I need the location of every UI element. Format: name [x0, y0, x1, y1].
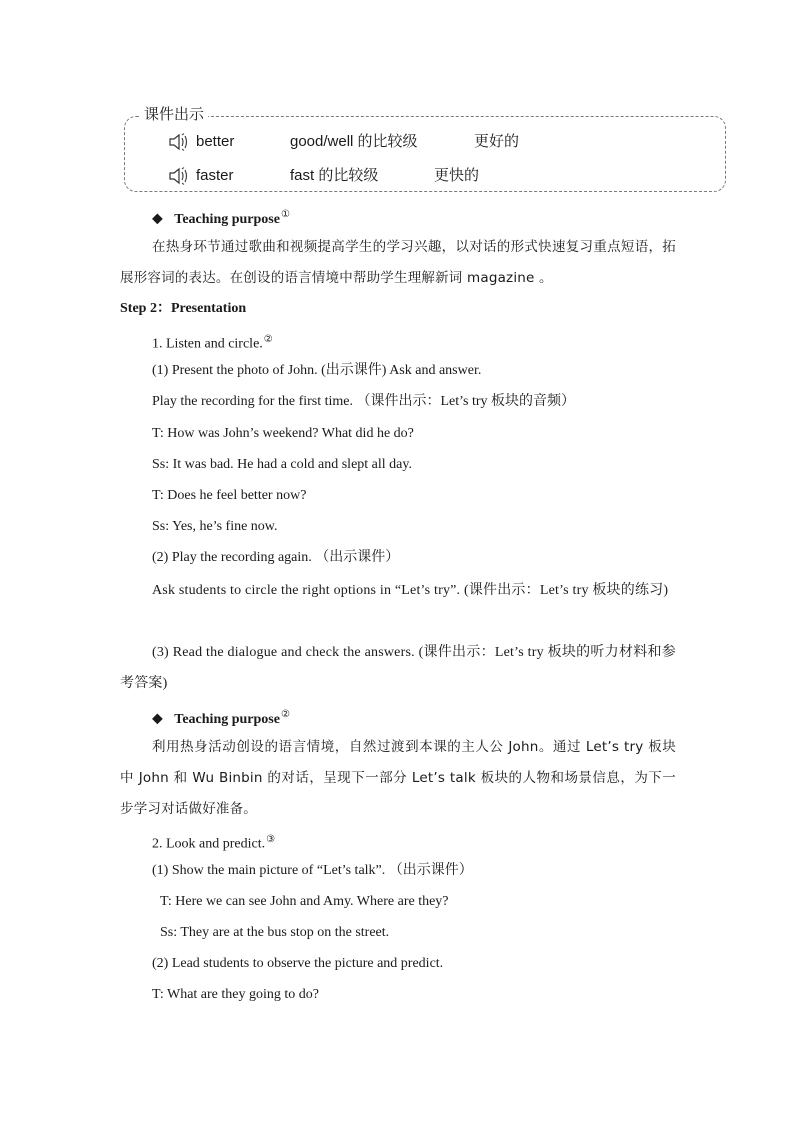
vocab-meaning: 更快的 — [434, 167, 480, 184]
diamond-bullet-icon: ◆ — [152, 211, 163, 227]
teaching-purpose-text-1: 在热身环节通过歌曲和视频提高学生的学习兴趣，以对话的形式快速复习重点短语，拓展形容词的表达。在创设的语言情境中帮助学生理解新词 magazine 。 — [120, 239, 676, 286]
listen-line: Play the recording for the first time. （课件出示：Let’s try 板块的音频） — [152, 394, 576, 409]
read-check-instruction: (3) Read the dialogue and check the answers. (课件出示：Let’s try 板块的听力材料和参考答案) — [120, 645, 676, 691]
predict-line: (2) Lead students to observe the picture and predict. — [152, 956, 444, 971]
section-title-predict: 2. Look and predict.③ — [152, 834, 276, 852]
listen-line: (2) Play the recording again. （出示课件） — [152, 550, 400, 565]
courseware-box-title: 课件出示 — [140, 103, 208, 125]
diamond-bullet-icon: ◆ — [152, 711, 163, 727]
teaching-purpose-heading-2: ◆ Teaching purpose② — [152, 709, 290, 727]
predict-line: (1) Show the main picture of “Let’s talk”. （出示课件） — [152, 863, 473, 878]
step-heading: Step 2：Presentation — [120, 301, 247, 316]
vocab-comparison: fast 的比较级 — [290, 167, 379, 184]
circle-instruction: Ask students to circle the right options in “Let’s try”. (课件出示：Let’s try 板块的练习) — [152, 583, 669, 598]
teaching-purpose-text-2: 利用热身活动创设的语言情境，自然过渡到本课的主人公 John。通过 Let’s try 板块中 John 和 Wu Binbin 的对话，呈现下一部分 Let’s talk 板块的人物和场景信息，为下一步学习对话做好准备。 — [120, 739, 676, 817]
teaching-purpose-heading-1: ◆ Teaching purpose① — [152, 209, 290, 227]
speaker-icon[interactable] — [168, 133, 192, 151]
dialogue-line: Ss: Yes, he’s fine now. — [152, 519, 278, 534]
listen-line: (1) Present the photo of John. (出示课件) Ask and answer. — [152, 363, 482, 378]
vocab-meaning: 更好的 — [474, 133, 520, 150]
vocab-comparison: good/well 的比较级 — [290, 133, 418, 150]
speaker-icon[interactable] — [168, 167, 192, 185]
dialogue-line: T: Here we can see John and Amy. Where are they? — [160, 894, 449, 909]
vocab-word: faster — [196, 167, 234, 184]
dialogue-line: T: Does he feel better now? — [152, 488, 307, 503]
dialogue-line: Ss: They are at the bus stop on the street. — [160, 925, 390, 940]
section-title-listen: 1. Listen and circle.② — [152, 334, 273, 352]
vocab-word: better — [196, 133, 235, 150]
dialogue-line: T: What are they going to do? — [152, 987, 319, 1002]
dialogue-line: T: How was John’s weekend? What did he do? — [152, 426, 414, 441]
dialogue-line: Ss: It was bad. He had a cold and slept all day. — [152, 457, 412, 472]
